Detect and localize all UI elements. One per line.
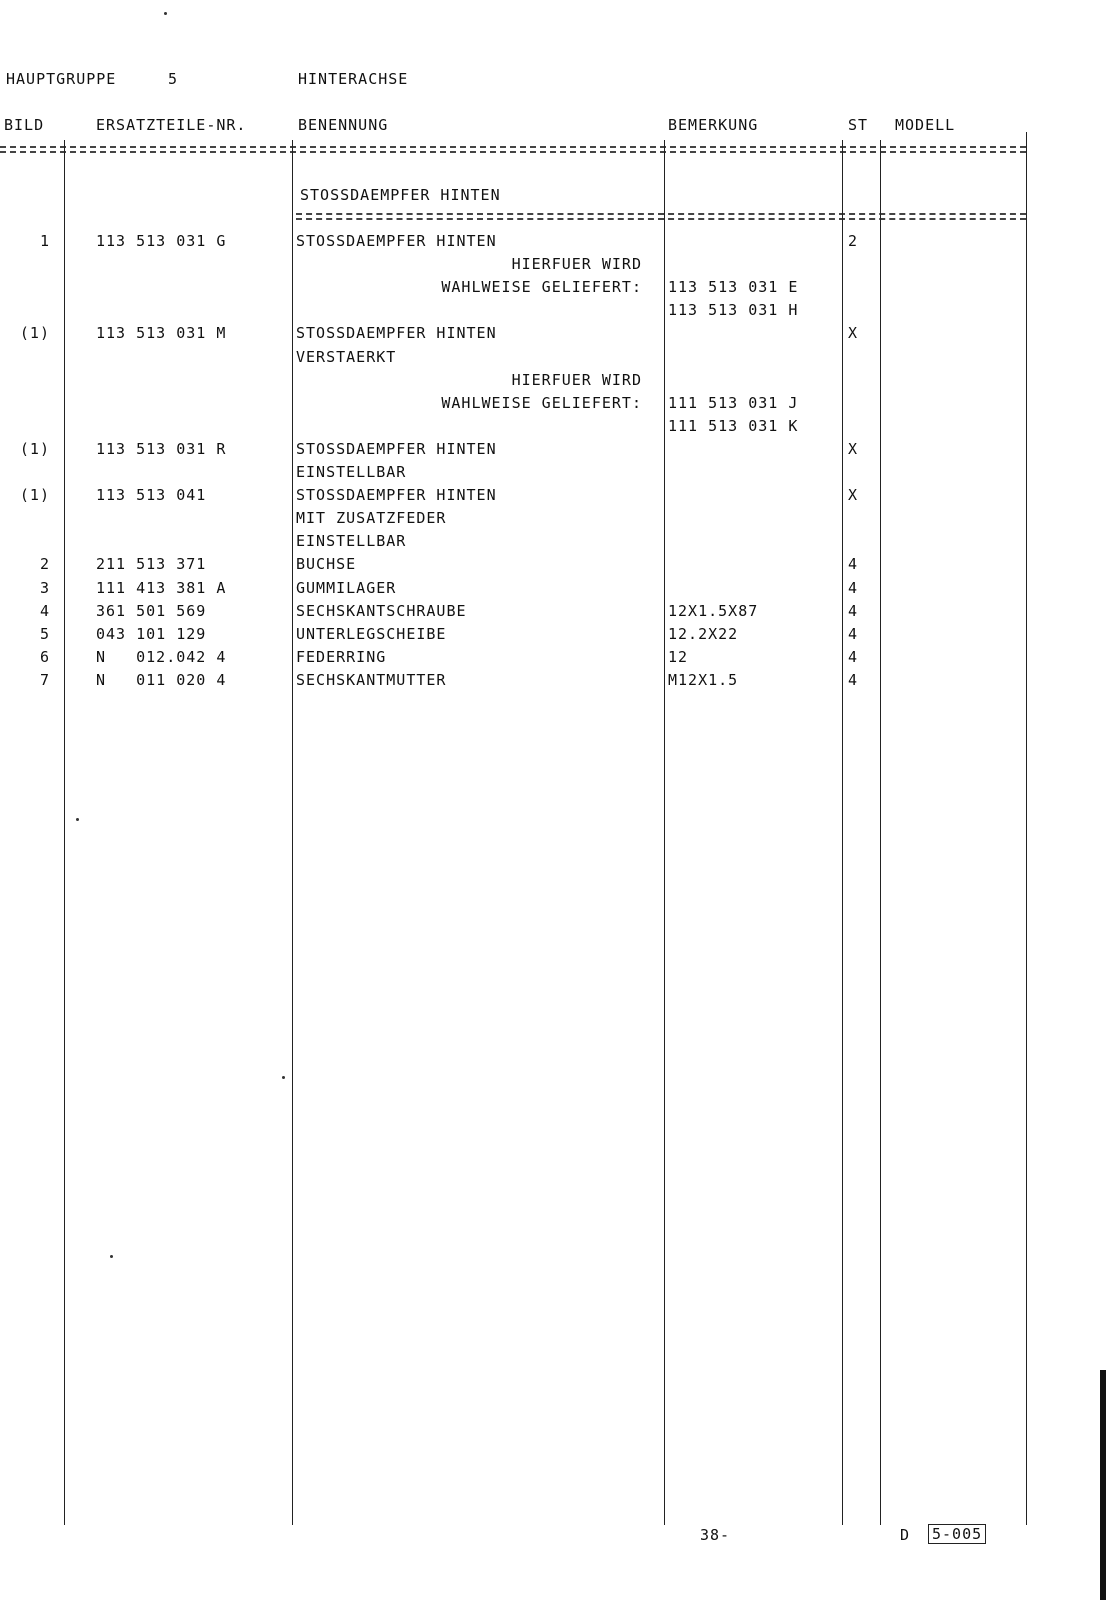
row-name: MIT ZUSATZFEDER — [296, 509, 447, 527]
row-remark: 113 513 031 H — [668, 301, 799, 319]
section-rule — [296, 213, 1026, 215]
row-bild: (1) — [19, 440, 50, 458]
row-name: STOSSDAEMPFER HINTEN — [296, 486, 497, 504]
row-part-number: 361 501 569 — [96, 602, 207, 620]
row-bild: 5 — [39, 625, 50, 643]
row-name: STOSSDAEMPFER HINTEN — [296, 324, 497, 342]
row-part-number: 043 101 129 — [96, 625, 207, 643]
column-divider — [880, 140, 881, 1525]
row-qty: 2 — [848, 232, 859, 250]
row-name: HIERFUER WIRD — [511, 255, 642, 273]
column-divider — [292, 140, 293, 1525]
row-part-number: N 011 020 4 — [96, 671, 227, 689]
row-qty: 4 — [848, 579, 859, 597]
row-bild: 3 — [39, 579, 50, 597]
row-qty: X — [848, 324, 859, 342]
page-code: 5-005 — [928, 1524, 986, 1544]
col-part-no: ERSATZTEILE-NR. — [96, 116, 247, 134]
row-name: SECHSKANTMUTTER — [296, 671, 447, 689]
col-qty: ST — [848, 116, 869, 134]
col-bild: BILD — [4, 116, 45, 134]
header-rule-2 — [0, 151, 1026, 153]
col-name: BENENNUNG — [298, 116, 389, 134]
group-title: HINTERACHSE — [298, 70, 409, 88]
column-divider — [664, 140, 665, 1525]
row-bild: 4 — [39, 602, 50, 620]
section-title: STOSSDAEMPFER HINTEN — [300, 186, 501, 204]
row-name: WAHLWEISE GELIEFERT: — [441, 394, 642, 412]
row-name: VERSTAERKT — [296, 348, 397, 366]
row-bild: 2 — [39, 555, 50, 573]
row-name: WAHLWEISE GELIEFERT: — [441, 278, 642, 296]
column-divider — [1026, 132, 1027, 1525]
row-qty: 4 — [848, 602, 859, 620]
row-bild: (1) — [19, 324, 50, 342]
row-name: BUCHSE — [296, 555, 357, 573]
page-number: 38- — [700, 1526, 731, 1544]
row-bild: (1) — [19, 486, 50, 504]
row-part-number: 113 513 031 M — [96, 324, 227, 342]
row-qty: X — [848, 486, 859, 504]
scan-edge — [1100, 1370, 1106, 1600]
row-qty: X — [848, 440, 859, 458]
row-name: EINSTELLBAR — [296, 532, 407, 550]
row-remark: 12 — [668, 648, 689, 666]
footer-prefix: D — [900, 1526, 911, 1544]
row-name: STOSSDAEMPFER HINTEN — [296, 232, 497, 250]
row-remark: M12X1.5 — [668, 671, 739, 689]
row-part-number: 113 513 031 R — [96, 440, 227, 458]
scan-speck — [164, 12, 167, 15]
row-bild: 7 — [39, 671, 50, 689]
row-name: EINSTELLBAR — [296, 463, 407, 481]
row-name: SECHSKANTSCHRAUBE — [296, 602, 467, 620]
scan-speck — [76, 818, 79, 821]
row-part-number: 113 513 041 — [96, 486, 207, 504]
row-part-number: 111 413 381 A — [96, 579, 227, 597]
header-rule — [0, 146, 1026, 148]
scan-speck — [282, 1076, 285, 1079]
row-bild: 1 — [39, 232, 50, 250]
row-part-number: N 012.042 4 — [96, 648, 227, 666]
row-part-number: 113 513 031 G — [96, 232, 227, 250]
section-rule-2 — [296, 218, 1026, 220]
row-name: STOSSDAEMPFER HINTEN — [296, 440, 497, 458]
row-qty: 4 — [848, 648, 859, 666]
column-divider — [64, 140, 65, 1525]
row-remark: 111 513 031 J — [668, 394, 799, 412]
row-part-number: 211 513 371 — [96, 555, 207, 573]
col-model: MODELL — [895, 116, 956, 134]
group-number: 5 — [168, 70, 179, 88]
row-remark: 12X1.5X87 — [668, 602, 759, 620]
row-remark: 113 513 031 E — [668, 278, 799, 296]
row-name: UNTERLEGSCHEIBE — [296, 625, 447, 643]
row-qty: 4 — [848, 625, 859, 643]
column-divider — [842, 140, 843, 1525]
row-name: FEDERRING — [296, 648, 387, 666]
row-qty: 4 — [848, 671, 859, 689]
row-name: HIERFUER WIRD — [511, 371, 642, 389]
group-label: HAUPTGRUPPE — [6, 70, 117, 88]
row-qty: 4 — [848, 555, 859, 573]
row-remark: 111 513 031 K — [668, 417, 799, 435]
row-remark: 12.2X22 — [668, 625, 739, 643]
row-name: GUMMILAGER — [296, 579, 397, 597]
row-bild: 6 — [39, 648, 50, 666]
col-remark: BEMERKUNG — [668, 116, 759, 134]
scan-speck — [110, 1255, 113, 1258]
